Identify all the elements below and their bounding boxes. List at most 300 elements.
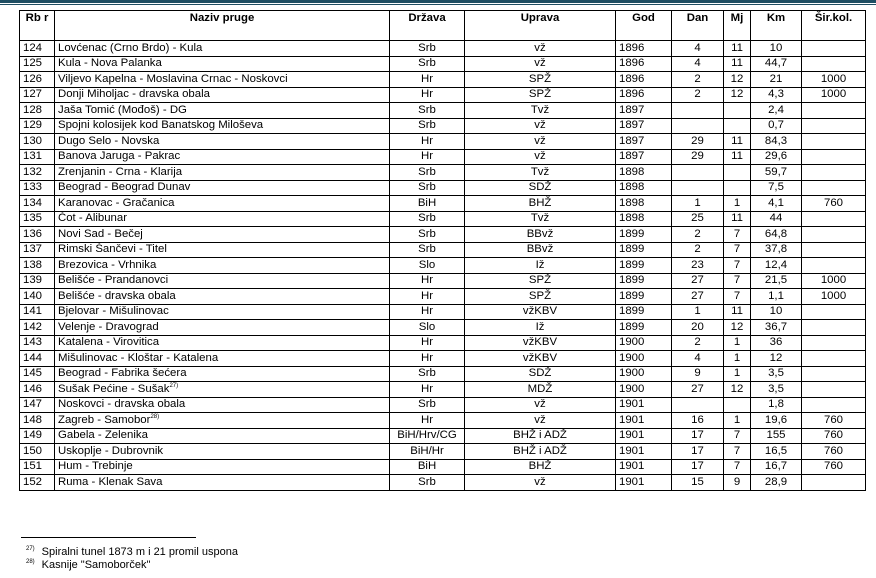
- cell-naziv: Beograd - Beograd Dunav: [55, 180, 390, 196]
- cell-sirkol: [802, 103, 866, 119]
- cell-km: 29,6: [751, 149, 802, 165]
- cell-sirkol: 1000: [802, 273, 866, 289]
- cell-uprava: vž: [465, 413, 616, 429]
- cell-naziv: Karanovac - Gračanica: [55, 196, 390, 212]
- cell-mj: 11: [724, 304, 751, 320]
- cell-km: 1,1: [751, 289, 802, 305]
- cell-mj: [724, 397, 751, 413]
- cell-dan: 25: [672, 211, 724, 227]
- table-row: [20, 72, 866, 88]
- cell-drzava: Hr: [390, 382, 465, 398]
- cell-god: 1898: [616, 196, 672, 212]
- cell-km: 37,8: [751, 242, 802, 258]
- cell-mj: [724, 118, 751, 134]
- cell-mj: 11: [724, 56, 751, 72]
- cell-uprava: vž: [465, 149, 616, 165]
- cell-dan: 17: [672, 428, 724, 444]
- cell-drzava: Srb: [390, 41, 465, 57]
- cell-drzava: Srb: [390, 211, 465, 227]
- cell-god: 1901: [616, 475, 672, 491]
- cell-dan: 2: [672, 335, 724, 351]
- cell-sirkol: [802, 165, 866, 181]
- cell-uprava: MDŽ: [465, 382, 616, 398]
- cell-sirkol: [802, 258, 866, 274]
- cell-uprava: Tvž: [465, 211, 616, 227]
- cell-drzava: Hr: [390, 273, 465, 289]
- cell-naziv: Kula - Nova Palanka: [55, 56, 390, 72]
- cell-drzava: BiH: [390, 459, 465, 475]
- cell-rb: 141: [20, 304, 55, 320]
- cell-rb: 149: [20, 428, 55, 444]
- cell-uprava: SPŽ: [465, 87, 616, 103]
- cell-god: 1899: [616, 227, 672, 243]
- cell-sirkol: [802, 335, 866, 351]
- cell-god: 1899: [616, 304, 672, 320]
- cell-god: 1896: [616, 41, 672, 57]
- cell-km: 3,5: [751, 382, 802, 398]
- cell-rb: 132: [20, 165, 55, 181]
- cell-drzava: Hr: [390, 304, 465, 320]
- cell-dan: [672, 103, 724, 119]
- cell-god: 1898: [616, 211, 672, 227]
- table-row: [20, 335, 866, 351]
- cell-km: 36: [751, 335, 802, 351]
- cell-drzava: BiH: [390, 196, 465, 212]
- cell-sirkol: [802, 397, 866, 413]
- cell-uprava: Tvž: [465, 103, 616, 119]
- cell-rb: 147: [20, 397, 55, 413]
- top-border-thin: [0, 4, 876, 5]
- cell-drzava: Hr: [390, 351, 465, 367]
- cell-rb: 138: [20, 258, 55, 274]
- cell-km: 21: [751, 72, 802, 88]
- cell-dan: 1: [672, 304, 724, 320]
- cell-km: 19,6: [751, 413, 802, 429]
- cell-rb: 142: [20, 320, 55, 336]
- cell-naziv: Banova Jaruga - Pakrac: [55, 149, 390, 165]
- cell-sirkol: 760: [802, 459, 866, 475]
- cell-naziv: Jaša Tomić (Mođoš) - DG: [55, 103, 390, 119]
- footnote-mark: 28): [26, 559, 35, 566]
- cell-dan: 23: [672, 258, 724, 274]
- cell-naziv: Noskovci - dravska obala: [55, 397, 390, 413]
- cell-naziv: [55, 382, 390, 398]
- cell-uprava: BHŽ i ADŽ: [465, 428, 616, 444]
- cell-mj: 7: [724, 258, 751, 274]
- cell-rb: 137: [20, 242, 55, 258]
- header-drzava: Država: [390, 11, 465, 41]
- cell-km: 59,7: [751, 165, 802, 181]
- cell-uprava: BBvž: [465, 227, 616, 243]
- naziv-text: Sušak Pećine - Sušak: [58, 382, 170, 395]
- cell-drzava: Srb: [390, 118, 465, 134]
- cell-drzava: Srb: [390, 366, 465, 382]
- table-row: [20, 459, 866, 475]
- cell-uprava: Iž: [465, 258, 616, 274]
- cell-uprava: SDŽ: [465, 366, 616, 382]
- cell-god: 1896: [616, 72, 672, 88]
- cell-mj: 12: [724, 382, 751, 398]
- cell-rb: 140: [20, 289, 55, 305]
- cell-drzava: Srb: [390, 180, 465, 196]
- table-row: [20, 304, 866, 320]
- cell-dan: [672, 397, 724, 413]
- cell-god: 1899: [616, 242, 672, 258]
- cell-naziv: Čot - Alibunar: [55, 211, 390, 227]
- cell-km: 4,1: [751, 196, 802, 212]
- cell-rb: 136: [20, 227, 55, 243]
- cell-drzava: Srb: [390, 227, 465, 243]
- cell-sirkol: [802, 366, 866, 382]
- cell-km: 10: [751, 304, 802, 320]
- table-row: [20, 134, 866, 150]
- cell-mj: 7: [724, 428, 751, 444]
- cell-dan: 9: [672, 366, 724, 382]
- header-naziv: Naziv pruge: [55, 11, 390, 41]
- table-row: [20, 196, 866, 212]
- cell-mj: 7: [724, 444, 751, 460]
- cell-sirkol: [802, 134, 866, 150]
- header-uprava: Uprava: [465, 11, 616, 41]
- cell-sirkol: 760: [802, 196, 866, 212]
- cell-god: 1899: [616, 273, 672, 289]
- cell-dan: 29: [672, 134, 724, 150]
- cell-mj: [724, 165, 751, 181]
- cell-mj: 12: [724, 87, 751, 103]
- cell-naziv: Belišće - dravska obala: [55, 289, 390, 305]
- cell-mj: 9: [724, 475, 751, 491]
- cell-dan: 2: [672, 227, 724, 243]
- cell-uprava: SPŽ: [465, 273, 616, 289]
- cell-dan: 4: [672, 41, 724, 57]
- cell-naziv: Gabela - Zelenika: [55, 428, 390, 444]
- top-border-thick: [0, 0, 876, 3]
- cell-sirkol: [802, 118, 866, 134]
- cell-dan: 16: [672, 413, 724, 429]
- cell-dan: 29: [672, 149, 724, 165]
- cell-drzava: Hr: [390, 413, 465, 429]
- cell-km: 16,7: [751, 459, 802, 475]
- cell-dan: 1: [672, 196, 724, 212]
- cell-uprava: vž: [465, 41, 616, 57]
- cell-mj: 11: [724, 149, 751, 165]
- cell-drzava: Srb: [390, 165, 465, 181]
- cell-rb: 150: [20, 444, 55, 460]
- cell-drzava: Hr: [390, 149, 465, 165]
- cell-km: 4,3: [751, 87, 802, 103]
- cell-god: 1901: [616, 413, 672, 429]
- cell-km: 12: [751, 351, 802, 367]
- table-row: [20, 397, 866, 413]
- cell-rb: 135: [20, 211, 55, 227]
- cell-naziv: Belišće - Prandanovci: [55, 273, 390, 289]
- footnote-27: [26, 546, 238, 559]
- cell-naziv: Spojni kolosijek kod Banatskog Miloševa: [55, 118, 390, 134]
- top-border: [0, 0, 876, 6]
- cell-mj: 1: [724, 366, 751, 382]
- cell-sirkol: [802, 56, 866, 72]
- cell-naziv: Rimski Šančevi - Titel: [55, 242, 390, 258]
- cell-rb: 144: [20, 351, 55, 367]
- table-row: [20, 41, 866, 57]
- cell-rb: 131: [20, 149, 55, 165]
- cell-god: 1901: [616, 459, 672, 475]
- cell-naziv: Uskoplje - Dubrovnik: [55, 444, 390, 460]
- cell-mj: 7: [724, 289, 751, 305]
- cell-drzava: Hr: [390, 72, 465, 88]
- header-dan: Dan: [672, 11, 724, 41]
- cell-drzava: Srb: [390, 56, 465, 72]
- cell-dan: 27: [672, 382, 724, 398]
- cell-rb: 124: [20, 41, 55, 57]
- cell-uprava: BHŽ: [465, 196, 616, 212]
- cell-sirkol: [802, 211, 866, 227]
- table-row: [20, 87, 866, 103]
- cell-naziv: Ruma - Klenak Sava: [55, 475, 390, 491]
- cell-rb: 139: [20, 273, 55, 289]
- cell-drzava: Hr: [390, 87, 465, 103]
- table-row: [20, 211, 866, 227]
- cell-km: 0,7: [751, 118, 802, 134]
- cell-god: 1896: [616, 56, 672, 72]
- table-row: [20, 56, 866, 72]
- cell-uprava: BHŽ i ADŽ: [465, 444, 616, 460]
- cell-rb: 126: [20, 72, 55, 88]
- cell-god: 1898: [616, 165, 672, 181]
- cell-km: 155: [751, 428, 802, 444]
- cell-sirkol: 760: [802, 413, 866, 429]
- cell-rb: 130: [20, 134, 55, 150]
- cell-drzava: Slo: [390, 258, 465, 274]
- cell-sirkol: [802, 180, 866, 196]
- cell-sirkol: 760: [802, 444, 866, 460]
- cell-god: 1900: [616, 382, 672, 398]
- cell-dan: 2: [672, 72, 724, 88]
- table-row: [20, 366, 866, 382]
- table-row: [20, 320, 866, 336]
- header-rb: Rb r: [20, 11, 55, 41]
- cell-dan: 4: [672, 56, 724, 72]
- cell-naziv: Bjelovar - Mišulinovac: [55, 304, 390, 320]
- cell-drzava: Slo: [390, 320, 465, 336]
- cell-uprava: vž: [465, 397, 616, 413]
- cell-dan: 15: [672, 475, 724, 491]
- table-row: [20, 382, 866, 398]
- cell-rb: 133: [20, 180, 55, 196]
- cell-rb: 127: [20, 87, 55, 103]
- cell-drzava: Hr: [390, 289, 465, 305]
- cell-sirkol: [802, 227, 866, 243]
- cell-km: 64,8: [751, 227, 802, 243]
- cell-naziv: Lovćenac (Crno Brdo) - Kula: [55, 41, 390, 57]
- cell-dan: 27: [672, 289, 724, 305]
- cell-naziv: Mišulinovac - Kloštar - Katalena: [55, 351, 390, 367]
- cell-km: 44: [751, 211, 802, 227]
- cell-rb: 143: [20, 335, 55, 351]
- cell-rb: 151: [20, 459, 55, 475]
- cell-uprava: vž: [465, 475, 616, 491]
- cell-sirkol: [802, 351, 866, 367]
- cell-drzava: Hr: [390, 335, 465, 351]
- footnote-ref: 28): [150, 413, 160, 420]
- cell-uprava: Iž: [465, 320, 616, 336]
- cell-sirkol: [802, 475, 866, 491]
- cell-km: 28,9: [751, 475, 802, 491]
- cell-dan: 2: [672, 87, 724, 103]
- railway-table: [19, 10, 866, 491]
- cell-naziv: Novi Sad - Bečej: [55, 227, 390, 243]
- cell-rb: 146: [20, 382, 55, 398]
- cell-god: 1899: [616, 289, 672, 305]
- table-row: [20, 289, 866, 305]
- table-header-row: [20, 11, 866, 41]
- cell-drzava: Srb: [390, 397, 465, 413]
- cell-rb: 128: [20, 103, 55, 119]
- table-row: [20, 103, 866, 119]
- cell-sirkol: [802, 242, 866, 258]
- cell-naziv: Viljevo Kapelna - Moslavina Crnac - Noskovci: [55, 72, 390, 88]
- footnote-28: [26, 559, 150, 572]
- cell-mj: 7: [724, 273, 751, 289]
- cell-mj: 7: [724, 227, 751, 243]
- cell-naziv: Velenje - Dravograd: [55, 320, 390, 336]
- cell-rb: 134: [20, 196, 55, 212]
- cell-dan: 27: [672, 273, 724, 289]
- cell-naziv: Donji Miholjac - dravska obala: [55, 87, 390, 103]
- cell-uprava: SDŽ: [465, 180, 616, 196]
- table-row: [20, 242, 866, 258]
- cell-km: 44,7: [751, 56, 802, 72]
- cell-dan: 2: [672, 242, 724, 258]
- cell-mj: 7: [724, 242, 751, 258]
- cell-drzava: Srb: [390, 103, 465, 119]
- cell-god: 1897: [616, 103, 672, 119]
- cell-sirkol: 1000: [802, 289, 866, 305]
- cell-mj: 7: [724, 459, 751, 475]
- cell-drzava: Hr: [390, 134, 465, 150]
- cell-rb: 148: [20, 413, 55, 429]
- cell-god: 1901: [616, 397, 672, 413]
- cell-mj: 1: [724, 413, 751, 429]
- cell-naziv: Katalena - Virovitica: [55, 335, 390, 351]
- cell-km: 10: [751, 41, 802, 57]
- table-row: [20, 475, 866, 491]
- table-row: [20, 118, 866, 134]
- cell-uprava: BBvž: [465, 242, 616, 258]
- cell-km: 16,5: [751, 444, 802, 460]
- cell-naziv: Dugo Selo - Novska: [55, 134, 390, 150]
- cell-god: 1897: [616, 149, 672, 165]
- cell-uprava: vž: [465, 56, 616, 72]
- cell-drzava: Srb: [390, 475, 465, 491]
- table-row: [20, 258, 866, 274]
- cell-dan: 17: [672, 459, 724, 475]
- cell-km: 2,4: [751, 103, 802, 119]
- cell-km: 12,4: [751, 258, 802, 274]
- table-row: [20, 227, 866, 243]
- cell-sirkol: [802, 382, 866, 398]
- cell-sirkol: [802, 41, 866, 57]
- cell-rb: 125: [20, 56, 55, 72]
- cell-rb: 152: [20, 475, 55, 491]
- cell-drzava: Srb: [390, 242, 465, 258]
- footnote-ref: 27): [169, 382, 179, 389]
- cell-sirkol: [802, 304, 866, 320]
- cell-dan: 20: [672, 320, 724, 336]
- cell-naziv: Hum - Trebinje: [55, 459, 390, 475]
- cell-mj: 11: [724, 134, 751, 150]
- cell-km: 21,5: [751, 273, 802, 289]
- cell-naziv: Beograd - Fabrika šećera: [55, 366, 390, 382]
- cell-naziv: [55, 413, 390, 429]
- cell-mj: 1: [724, 335, 751, 351]
- cell-km: 36,7: [751, 320, 802, 336]
- cell-mj: 12: [724, 320, 751, 336]
- cell-drzava: BiH/Hr: [390, 444, 465, 460]
- table-row: [20, 149, 866, 165]
- cell-uprava: SPŽ: [465, 72, 616, 88]
- table-row: [20, 180, 866, 196]
- table-row: [20, 413, 866, 429]
- cell-mj: 1: [724, 196, 751, 212]
- cell-naziv: Brezovica - Vrhnika: [55, 258, 390, 274]
- cell-uprava: vžKBV: [465, 304, 616, 320]
- cell-uprava: BHŽ: [465, 459, 616, 475]
- cell-sirkol: 1000: [802, 87, 866, 103]
- cell-uprava: vž: [465, 118, 616, 134]
- cell-mj: [724, 103, 751, 119]
- header-god: God: [616, 11, 672, 41]
- cell-km: 7,5: [751, 180, 802, 196]
- footnote-text: Kasnije "Samoborček": [41, 559, 151, 571]
- cell-god: 1897: [616, 118, 672, 134]
- cell-rb: 129: [20, 118, 55, 134]
- cell-uprava: Tvž: [465, 165, 616, 181]
- cell-uprava: SPŽ: [465, 289, 616, 305]
- cell-uprava: vžKBV: [465, 351, 616, 367]
- table-body: [20, 41, 866, 491]
- table-row: [20, 444, 866, 460]
- cell-sirkol: 1000: [802, 72, 866, 88]
- cell-god: 1900: [616, 366, 672, 382]
- footnote-separator: [21, 537, 196, 538]
- cell-km: 1,8: [751, 397, 802, 413]
- cell-mj: [724, 180, 751, 196]
- cell-god: 1897: [616, 134, 672, 150]
- cell-naziv: Zrenjanin - Crna - Klarija: [55, 165, 390, 181]
- cell-dan: [672, 118, 724, 134]
- header-mj: Mj: [724, 11, 751, 41]
- cell-god: 1900: [616, 335, 672, 351]
- cell-sirkol: 760: [802, 428, 866, 444]
- cell-god: 1898: [616, 180, 672, 196]
- cell-mj: 11: [724, 41, 751, 57]
- cell-god: 1900: [616, 351, 672, 367]
- cell-god: 1896: [616, 87, 672, 103]
- naziv-text: Zagreb - Samobor: [58, 413, 151, 426]
- cell-god: 1901: [616, 428, 672, 444]
- cell-god: 1899: [616, 258, 672, 274]
- table-row: [20, 165, 866, 181]
- cell-km: 3,5: [751, 366, 802, 382]
- cell-dan: 4: [672, 351, 724, 367]
- table-row: [20, 351, 866, 367]
- table-row: [20, 273, 866, 289]
- cell-god: 1899: [616, 320, 672, 336]
- cell-mj: 11: [724, 211, 751, 227]
- cell-uprava: vž: [465, 134, 616, 150]
- cell-dan: [672, 165, 724, 181]
